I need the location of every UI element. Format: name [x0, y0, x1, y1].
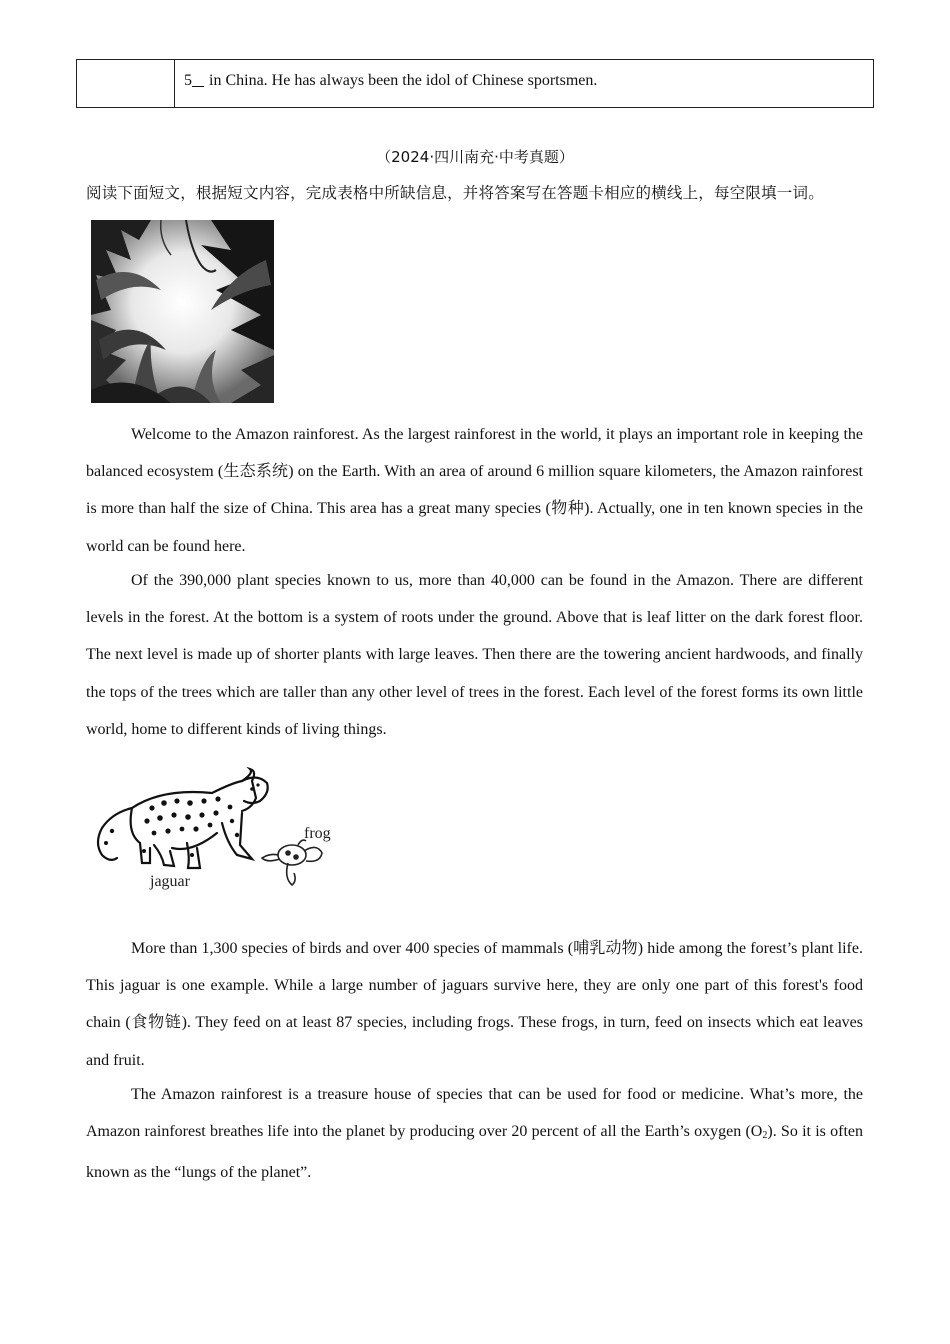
paragraph-4-text: The Amazon rainforest is a treasure house of species that can be used for food or medicine. What’s more, the Amazon rainforest breathes life into the planet by producing over 20 percent of all the Earth’s oxygen (O — [86, 1086, 863, 1141]
paragraph-1: Welcome to the Amazon rainforest. As the largest rainforest in the world, it plays an important role in keeping the balanced ecosystem (生态系统) on the Earth. With an area of around 6 million square kilometers, the Amazon rainforest is more than half the size of China. This area has a great many species (物种). Actually, one in ten known species in the world can be found here. — [86, 426, 863, 555]
paragraph-4 — [86, 1076, 863, 1192]
frog-drawing — [262, 840, 322, 885]
instructions: 阅读下面短文，根据短文内容，完成表格中所缺信息，并将答案写在答题卡相应的横线上，每空限填一词。 — [86, 184, 824, 202]
paragraph-4-end: ). So it is often known as the “lungs of the planet”. — [86, 1123, 863, 1182]
table-cell-empty — [77, 60, 175, 107]
answer-table-fragment — [76, 59, 874, 108]
table-text: in China. He has always been the idol of Chinese sportsmen. — [209, 72, 598, 89]
paragraph-2: Of the 390,000 plant species known to us, more than 40,000 can be found in the Amazon. There are different levels in the forest. At the bottom is a system of roots under the ground. Above that is leaf litter on the dark forest floor. The next level is made up of shorter plants with large leaves. Then there are the towering ancient hardwoods, and finally the tops of the trees which are taller than any other level of trees in the forest. Each level of the forest forms its own little world, home to different kinds of living things. — [86, 572, 863, 738]
jaguar-drawing — [98, 769, 268, 868]
jaguar-spots — [104, 783, 260, 857]
jaguar-frog-image — [92, 763, 342, 898]
oxygen-subscript: 2 — [762, 1130, 768, 1142]
jaguar-label: jaguar — [150, 873, 190, 890]
frog-label: frog — [304, 825, 331, 842]
paragraph-3: More than 1,300 species of birds and over 400 species of mammals (哺乳动物) hide among the forest’s plant life. This jaguar is one example. While a large number of jaguars survive here, they are only one part of this forest's food chain (食物链). They feed on at least 87 species, including frogs. These frogs, in turn, feed on insects which eat leaves and fruit. — [86, 940, 863, 1069]
source-line: （2024·四川南充·中考真题） — [376, 148, 574, 166]
rainforest-image — [91, 220, 274, 403]
blank-number: 5 — [184, 72, 192, 89]
table-cell-text — [175, 60, 873, 107]
